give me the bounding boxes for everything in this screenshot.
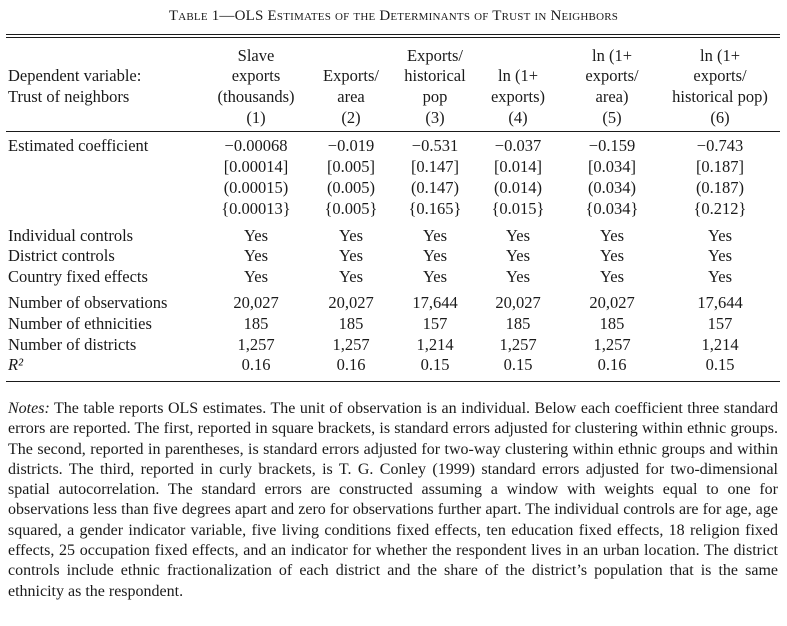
top-rule-second xyxy=(6,37,780,38)
controls-r1-c2: Yes xyxy=(338,226,364,245)
stats-r4-c1: 0.16 xyxy=(241,355,271,374)
controls-row-label: Country fixed effects xyxy=(8,267,148,286)
stats-r2-c6: 157 xyxy=(707,314,733,333)
col5-header-line1: ln (1+ xyxy=(591,46,633,65)
coef-c6-r1: −0.743 xyxy=(696,136,744,155)
controls-r3-c2: Yes xyxy=(338,267,364,286)
coef-c3-r2: [0.147] xyxy=(410,157,460,176)
stats-r4-c6: 0.15 xyxy=(705,355,735,374)
col2-header-line1: Exports/ xyxy=(323,66,379,85)
stats-r4-c3: 0.15 xyxy=(420,355,450,374)
coef-c1-r1: −0.00068 xyxy=(224,136,288,155)
col2-header-number: (2) xyxy=(341,108,361,127)
coef-c6-r2: [0.187] xyxy=(695,157,745,176)
controls-r2-c3: Yes xyxy=(422,246,448,265)
stats-r3-c2: 1,257 xyxy=(332,335,370,354)
col3-header-number: (3) xyxy=(425,108,445,127)
stats-r2-c1: 185 xyxy=(243,314,269,333)
coef-c1-r4: {0.00013} xyxy=(221,199,291,218)
coef-c2-r3: (0.005) xyxy=(326,178,376,197)
stats-r2-c3: 157 xyxy=(422,314,448,333)
controls-r3-c1: Yes xyxy=(243,267,269,286)
controls-row-label: Individual controls xyxy=(8,226,134,245)
stats-row-label: Number of observations xyxy=(8,293,168,312)
stats-r2-c2: 185 xyxy=(338,314,364,333)
coef-c1-r2: [0.00014] xyxy=(223,157,289,176)
col3-header-line3: pop xyxy=(422,87,448,106)
coef-c2-r2: [0.005] xyxy=(326,157,376,176)
controls-r3-c4: Yes xyxy=(505,267,531,286)
controls-r3-c3: Yes xyxy=(422,267,448,286)
stats-r1-c6: 17,644 xyxy=(697,293,743,312)
controls-r2-c5: Yes xyxy=(599,246,625,265)
coef-c5-r1: −0.159 xyxy=(588,136,636,155)
stats-r3-c6: 1,214 xyxy=(701,335,739,354)
col2-header-line2: area xyxy=(337,87,365,106)
stats-r2-c4: 185 xyxy=(505,314,531,333)
col3-header-line2: historical xyxy=(404,66,466,85)
stats-r3-c5: 1,257 xyxy=(593,335,631,354)
coef-c6-r3: (0.187) xyxy=(695,178,745,197)
stats-r3-c3: 1,214 xyxy=(416,335,454,354)
stats-r3-c4: 1,257 xyxy=(499,335,537,354)
coefficient-label: Estimated coefficient xyxy=(8,136,149,155)
coef-c4-r4: {0.015} xyxy=(491,199,545,218)
col6-header-line2: exports/ xyxy=(693,66,747,85)
stats-row-label: Number of ethnicities xyxy=(8,314,152,333)
stats-r4-c2: 0.16 xyxy=(336,355,366,374)
col4-header-line1: ln (1+ xyxy=(497,66,539,85)
notes-label: Notes: xyxy=(8,400,50,417)
col1-header-line1: Slave xyxy=(237,46,275,65)
controls-r2-c4: Yes xyxy=(505,246,531,265)
coef-c6-r4: {0.212} xyxy=(693,199,747,218)
table-notes xyxy=(8,399,778,602)
controls-r1-c6: Yes xyxy=(707,226,733,245)
stats-row-label: Number of districts xyxy=(8,335,137,354)
col1-header-line3: (thousands) xyxy=(217,87,295,106)
stats-r1-c2: 20,027 xyxy=(328,293,374,312)
table-title: Table 1—OLS Estimates of the Determinants of Trust in Neighbors xyxy=(168,8,619,24)
coef-c3-r4: {0.165} xyxy=(408,199,462,218)
col3-header-line1: Exports/ xyxy=(407,46,463,65)
col5-header-number: (5) xyxy=(602,108,622,127)
coef-c4-r3: (0.014) xyxy=(493,178,543,197)
controls-r2-c6: Yes xyxy=(707,246,733,265)
controls-r1-c5: Yes xyxy=(599,226,625,245)
coef-c4-r1: −0.037 xyxy=(494,136,542,155)
header-rule xyxy=(6,131,780,132)
top-rule xyxy=(6,34,780,35)
col4-header-number: (4) xyxy=(508,108,528,127)
controls-r1-c4: Yes xyxy=(505,226,531,245)
stats-r4-c4: 0.15 xyxy=(503,355,533,374)
coef-c5-r2: [0.034] xyxy=(587,157,637,176)
controls-r3-c6: Yes xyxy=(707,267,733,286)
coef-c2-r1: −0.019 xyxy=(327,136,375,155)
coef-c2-r4: {0.005} xyxy=(324,199,378,218)
col6-header-number: (6) xyxy=(710,108,730,127)
coef-c3-r3: (0.147) xyxy=(410,178,460,197)
col6-header-line3: historical pop) xyxy=(672,87,768,106)
col5-header-line3: area) xyxy=(595,87,629,106)
col1-header-line2: exports xyxy=(231,66,281,85)
coef-c1-r3: (0.00015) xyxy=(223,178,289,197)
stats-r4-c5: 0.16 xyxy=(597,355,627,374)
controls-r2-c2: Yes xyxy=(338,246,364,265)
col5-header-line2: exports/ xyxy=(585,66,639,85)
dependent-variable-label: Dependent variable: xyxy=(8,66,142,85)
coef-c5-r3: (0.034) xyxy=(587,178,637,197)
controls-r3-c5: Yes xyxy=(599,267,625,286)
controls-r1-c3: Yes xyxy=(422,226,448,245)
controls-row-label: District controls xyxy=(8,246,115,265)
stats-r1-c3: 17,644 xyxy=(412,293,458,312)
coef-c3-r1: −0.531 xyxy=(411,136,459,155)
controls-r1-c1: Yes xyxy=(243,226,269,245)
controls-r2-c1: Yes xyxy=(243,246,269,265)
stats-r3-c1: 1,257 xyxy=(237,335,275,354)
col4-header-line2: exports) xyxy=(490,87,546,106)
col1-header-number: (1) xyxy=(246,108,266,127)
r-squared-label: R² xyxy=(8,355,24,374)
notes-text: The table reports OLS estimates. The unit of observation is an individual. Below each coefficient three standard errors are reported. The first, reported in square brackets, is standard errors adjusted for clustering within ethnic groups. The second, reported in parentheses, is standard errors adjusted for two-way clustering within ethnic groups and within districts. The third, reported in curly brackets, is T. G. Conley (1999) standard errors adjusted for two-dimensional spatial autocorrelation. The standard errors are constructed assuming a window with weights equal to one for observations less than five degrees apart and zero for observations further apart. The individual controls are for age, age squared, a gender indicator variable, five living conditions fixed effects, ten education fixed effects, 18 religion fixed effects, 25 occupation fixed effects, and an indicator for whether the respondent lives in an urban location. The district controls include ethnic fractionalization of each district and the share of the district’s population that is the same ethnicity as the respondent. xyxy=(8,400,778,600)
coef-c4-r2: [0.014] xyxy=(493,157,543,176)
coef-c5-r4: {0.034} xyxy=(585,199,639,218)
stats-r1-c1: 20,027 xyxy=(233,293,279,312)
stats-r2-c5: 185 xyxy=(599,314,625,333)
stats-r1-c5: 20,027 xyxy=(589,293,635,312)
dependent-variable-name: Trust of neighbors xyxy=(8,87,130,106)
bottom-rule xyxy=(6,381,780,382)
stats-r1-c4: 20,027 xyxy=(495,293,541,312)
col6-header-line1: ln (1+ xyxy=(699,46,741,65)
